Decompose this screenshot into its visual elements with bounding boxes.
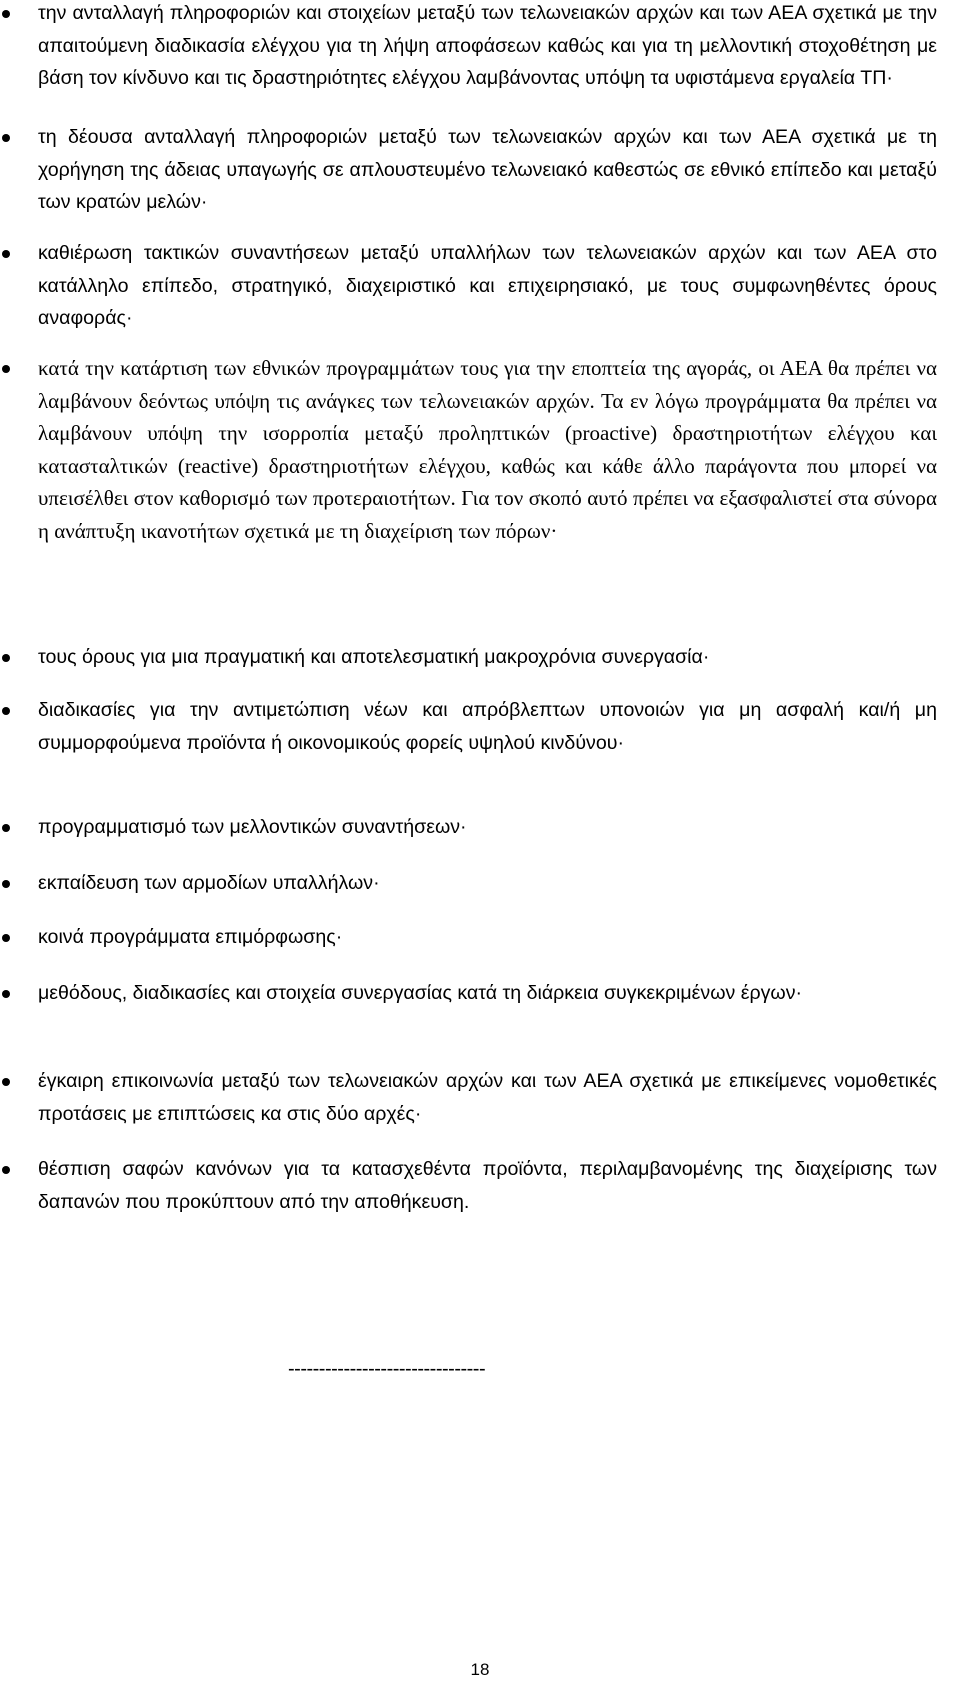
bullet-item [0,641,960,674]
bullet-dot-icon [2,707,10,715]
bullet-dot-icon [2,134,10,142]
bullet-item [0,237,960,335]
bullet-item [0,1153,960,1218]
bullet-item-text: κατά την κατάρτιση των εθνικών προγραμμάτων τους για την εποπτεία της αγοράς, οι ΑΕΑ θα πρέπει να λαμβάνουν δεόντως υπόψη τις ανάγκες των τελωνειακών αρχών. Τα εν λόγω προγράμματα θα πρέπει να λαμβάνουν υπόψη την ισορροπία μεταξύ προληπτικών (proactive) δραστηριοτήτων ελέγχου και κατασταλτικών (reactive) δραστηριοτήτων ελέγχου, καθώς και κάθε άλλο παράγοντα που μπορεί να υπεισέλθει στον καθορισμό των προτεραιοτήτων. Για τον σκοπό αυτό πρέπει να εξασφαλιστεί στα σύνορα η ανάπτυξη ικανοτήτων σχετικά με τη διαχείριση των πόρων· [38,356,937,543]
bullet-dot-icon [2,880,10,888]
bullet-item-text: εκπαίδευση των αρμοδίων υπαλλήλων· [38,872,380,894]
bullet-item-text: θέσπιση σαφών κανόνων για τα κατασχεθέντα προϊόντα, περιλαμβανομένης της διαχείρισης των δαπανών που προκύπτουν από την αποθήκευση. [38,1158,937,1213]
bullet-item [0,867,960,900]
bullet-item-text: κοινά προγράμματα επιμόρφωσης· [38,926,343,948]
bullet-item-text: τη δέουσα ανταλλαγή πληροφοριών μεταξύ των τελωνειακών αρχών και των ΑΕΑ σχετικά με τη χορήγηση της άδειας υπαγωγής σε απλουστευμένο τελωνειακό καθεστώς σε εθνικό επίπεδο και μεταξύ των κρατών μελών· [38,126,937,213]
bullet-item [0,811,960,844]
bullet-item [0,694,960,759]
bullet-item-text: διαδικασίες για την αντιμετώπιση νέων και απρόβλεπτων υπονοιών για μη ασφαλή και/ή μη συμμορφούμενα προϊόντα ή οικονομικούς φορείς υψηλού κινδύνου· [38,699,937,754]
bullet-dot-icon [2,934,10,942]
bullet-item [0,121,960,219]
bullet-dot-icon [2,250,10,258]
section-separator: -------------------------------- [288,1358,486,1380]
bullet-item-text: την ανταλλαγή πληροφοριών και στοιχείων μεταξύ των τελωνειακών αρχών και των ΑΕΑ σχετικά με την απαιτούμενη διαδικασία ελέγχου για τη λήψη αποφάσεων καθώς και για τη μελλοντική στοχοθέτηση με βάση τον κίνδυνο και τις δραστηριότητες ελέγχου λαμβάνοντας υπόψη τα υφιστάμενα εργαλεία ΤΠ· [38,2,937,89]
page-number: 18 [470,1660,490,1679]
bullet-dot-icon [2,824,10,832]
bullet-item [0,921,960,954]
bullet-item-text: τους όρους για μια πραγματική και αποτελεσματική μακροχρόνια συνεργασία· [38,646,710,668]
bullet-item-text: καθιέρωση τακτικών συναντήσεων μεταξύ υπαλλήλων των τελωνειακών αρχών και των ΑΕΑ στο κατάλληλο επίπεδο, στρατηγικό, διαχειριστικό και επιχειρησιακό, με τους συμφωνηθέντες όρους αναφοράς· [38,242,937,329]
bullet-dot-icon [2,365,10,373]
bullet-item-text: προγραμματισμό των μελλοντικών συναντήσεων· [38,816,467,838]
bullet-item [0,352,960,547]
bullet-dot-icon [2,1078,10,1086]
bullet-dot-icon [2,654,10,662]
bullet-item [0,1065,960,1130]
bullet-item [0,0,960,95]
bullet-item-text: μεθόδους, διαδικασίες και στοιχεία συνεργασίας κατά τη διάρκεια συγκεκριμένων έργων· [38,982,803,1004]
bullet-dot-icon [2,10,10,18]
bullet-item [0,977,960,1010]
bullet-dot-icon [2,1166,10,1174]
bullet-dot-icon [2,990,10,998]
bullet-item-text: έγκαιρη επικοινωνία μεταξύ των τελωνειακών αρχών και των ΑΕΑ σχετικά με επικείμενες νομοθετικές προτάσεις με επιπτώσεις κα στις δύο αρχές· [38,1070,937,1125]
